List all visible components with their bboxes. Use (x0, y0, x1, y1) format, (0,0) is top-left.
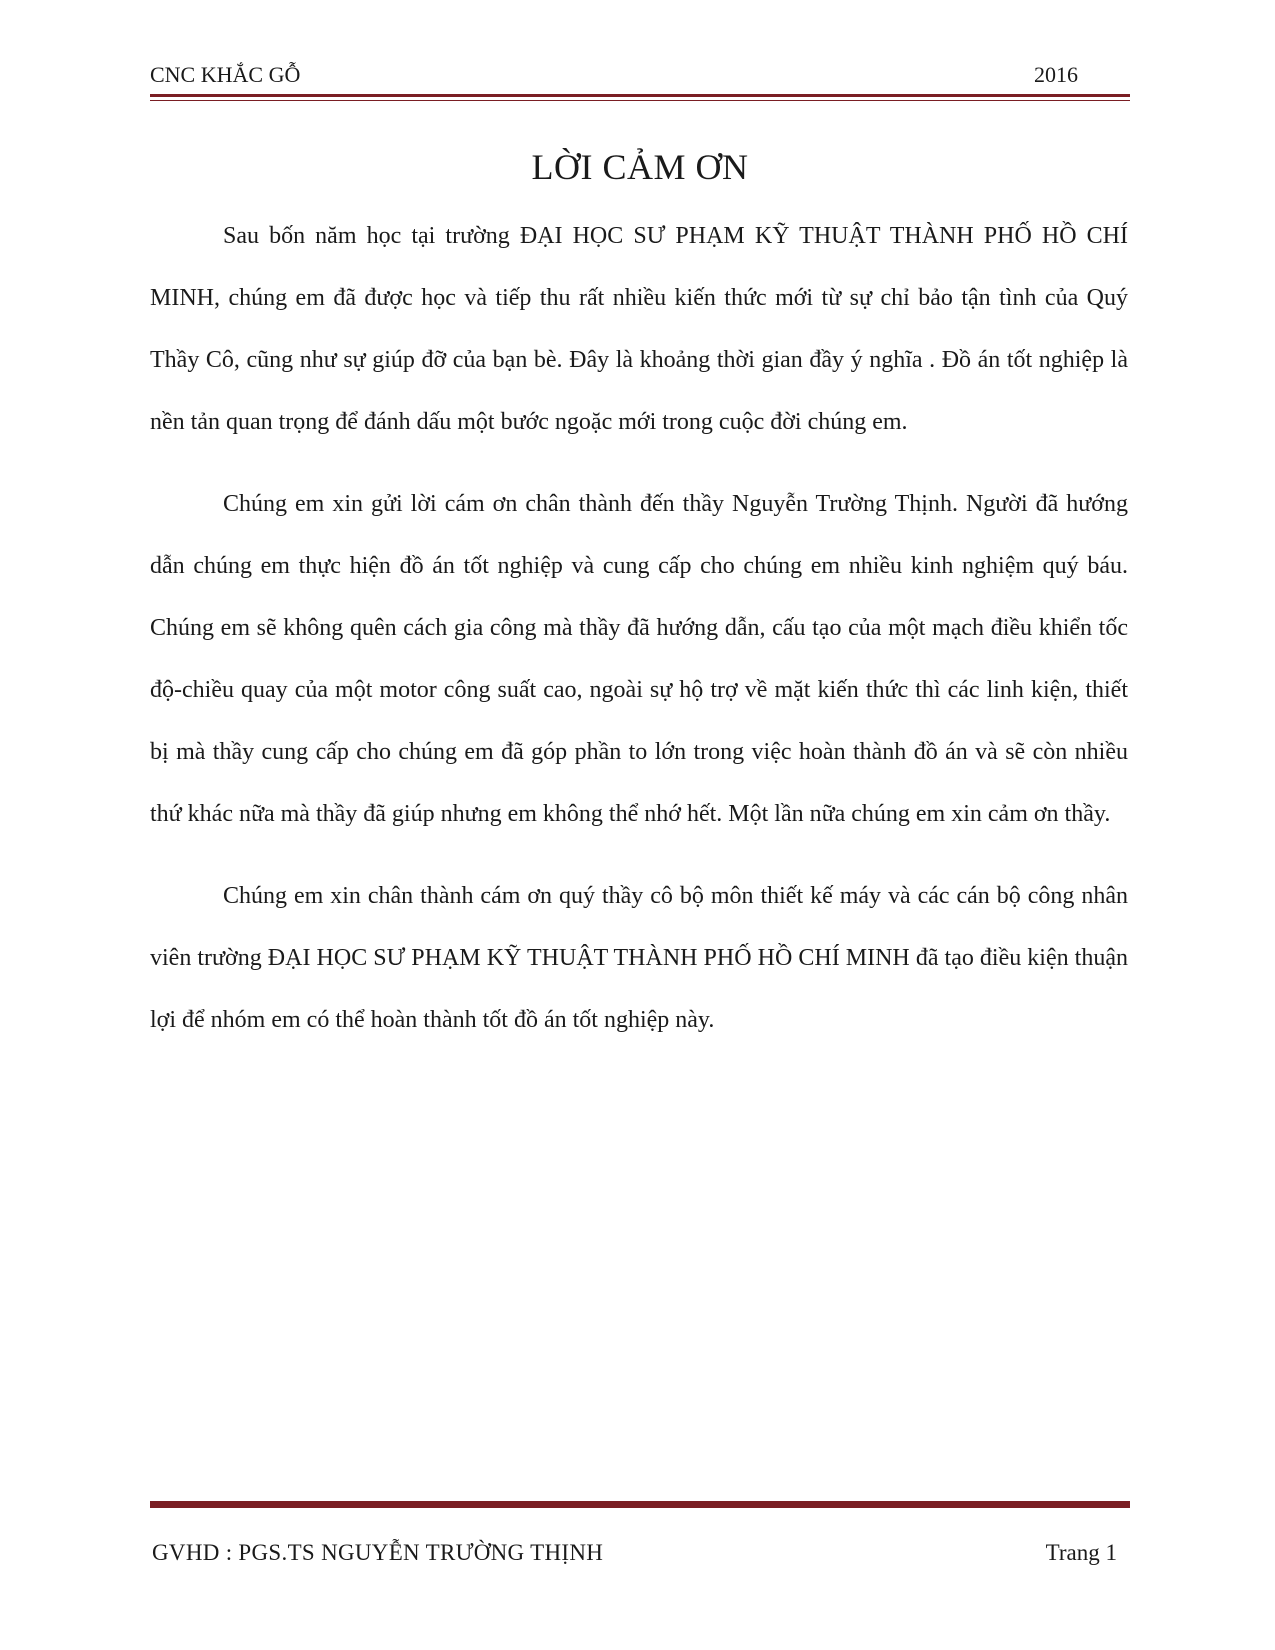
page-title: LỜI CẢM ƠN (531, 147, 749, 187)
footer-divider (150, 1501, 1130, 1508)
page-header (150, 52, 1130, 92)
header-divider (150, 94, 1130, 97)
header-year: 2016 (1034, 62, 1078, 87)
header-divider-thin (150, 100, 1130, 101)
paragraph-3: Chúng em xin chân thành cám ơn quý thầy cô bộ môn thiết kế máy và các cán bộ công nhân viên trường ĐẠI HỌC SƯ PHẠM KỸ THUẬT THÀNH PHỐ HỒ CHÍ MINH đã tạo điều kiện thuận lợi để nhóm em có thể hoàn thành tốt đồ án tốt nghiệp này. (150, 883, 1128, 1033)
paragraph-2: Chúng em xin gửi lời cám ơn chân thành đến thầy Nguyễn Trường Thịnh. Người đã hướng dẫn chúng em thực hiện đồ án tốt nghiệp và cung cấp cho chúng em nhiều kinh nghiệm quý báu. Chúng em sẽ không quên cách gia công mà thầy đã hướng dẫn, cấu tạo của một mạch điều khiển tốc độ-chiều quay của một motor công suất cao, ngoài sự hộ trợ về mặt kiến thức thì các linh kiện, thiết bị mà thầy cung cấp cho chúng em đã góp phần to lớn trong việc hoàn thành đồ án và sẽ còn nhiều thứ khác nữa mà thầy đã giúp nhưng em không thể nhớ hết. Một lần nữa chúng em xin cảm ơn thầy. (150, 491, 1128, 827)
body-text (150, 205, 1128, 1051)
paragraph-1: Sau bốn năm học tại trường ĐẠI HỌC SƯ PHẠM KỸ THUẬT THÀNH PHỐ HỒ CHÍ MINH, chúng em đã được học và tiếp thu rất nhiều kiến thức mới từ sự chỉ bảo tận tình của Quý Thầy Cô, cũng như sự giúp đỡ của bạn bè. Đây là khoảng thời gian đầy ý nghĩa . Đồ án tốt nghiệp là nền tản quan trọng để đánh dấu một bước ngoặc mới trong cuộc đời chúng em. (150, 223, 1128, 435)
footer-page-number: Trang 1 (1045, 1540, 1117, 1565)
footer-advisor: GVHD : PGS.TS NGUYỄN TRƯỜNG THỊNH (152, 1540, 604, 1565)
header-document-title: CNC KHẮC GỖ (150, 62, 301, 87)
page-footer (150, 1540, 1130, 1580)
